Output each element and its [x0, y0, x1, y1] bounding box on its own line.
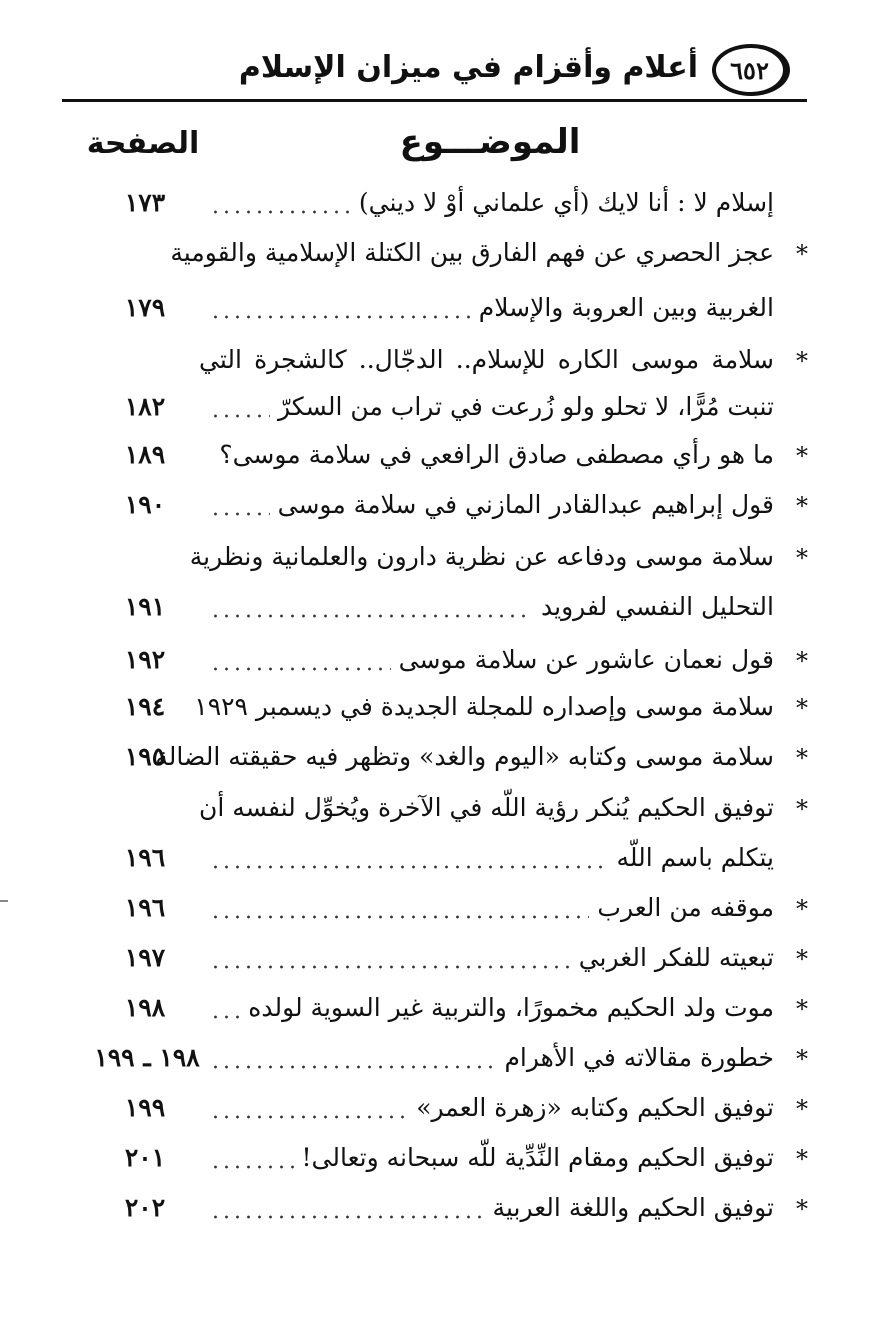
- entry-text: توفيق الحكيم يُنكر رؤية اللّه في الآخرة ويُخوِّل لنفسه أن: [199, 793, 774, 822]
- entry-page-number: ١٩٠: [124, 490, 166, 519]
- dot-leader: [210, 462, 211, 466]
- entry-bullet: *: [796, 240, 808, 268]
- dot-leader: [210, 965, 571, 969]
- entry-page-number: ١٩٨ ـ ١٩٩: [94, 1043, 200, 1072]
- entry-bullet: *: [796, 995, 808, 1023]
- entry-page-number: ١٧٣: [124, 188, 166, 217]
- running-title: أعلام وأقزام في ميزان الإسلام: [238, 50, 698, 85]
- dot-leader: [210, 667, 391, 671]
- entry-bullet: *: [796, 442, 808, 470]
- entry-page-number: ١٨٢: [124, 392, 166, 421]
- entry-text: عجز الحصري عن فهم الفارق بين الكتلة الإسلامية والقومية: [170, 238, 774, 267]
- scan-edge-mark: [0, 900, 8, 902]
- entry-bullet: *: [796, 895, 808, 923]
- entry-text: موقفه من العرب: [597, 893, 774, 922]
- dot-leader: [210, 1015, 240, 1019]
- column-title-subject: الموضـــوع: [399, 122, 581, 162]
- entry-bullet: *: [796, 1195, 808, 1223]
- entry-text: توفيق الحكيم واللغة العربية: [492, 1193, 774, 1222]
- entry-bullet: *: [796, 795, 808, 823]
- entry-page-number: ٢٠٢: [124, 1193, 166, 1222]
- entry-page-number: ١٨٩: [124, 440, 166, 469]
- entry-text: خطورة مقالاته في الأهرام: [504, 1043, 774, 1072]
- entry-page-number: ١٩٤: [124, 692, 166, 721]
- entry-text: تبعيته للفكر الغربي: [578, 943, 774, 972]
- entry-bullet: *: [796, 945, 808, 973]
- dot-leader: [210, 315, 471, 319]
- entry-text: سلامة موسى وإصداره للمجلة الجديدة في ديسمبر ١٩٢٩: [194, 692, 774, 721]
- dot-leader: [210, 512, 270, 516]
- entry-text: التحليل النفسي لفرويد: [541, 592, 774, 621]
- entry-page-number: ١٩٥: [124, 742, 166, 771]
- entry-text: إسلام لا : أنا لايك (أي علماني أوْ لا ديني): [358, 188, 774, 217]
- entry-text: يتكلم باسم اللّه: [616, 843, 774, 872]
- entry-bullet: *: [796, 694, 808, 722]
- entry-page-number: ٢٠١: [124, 1143, 166, 1172]
- header-rule: [62, 99, 807, 102]
- entry-text: موت ولد الحكيم مخمورًا، والتربية غير السوية لولده: [248, 993, 774, 1022]
- entry-text: قول إبراهيم عبدالقادر المازني في سلامة موسى: [277, 490, 774, 519]
- dot-leader: [210, 865, 608, 869]
- dot-leader: [210, 1215, 485, 1219]
- entry-page-number: ١٩٩: [124, 1093, 166, 1122]
- entry-page-number: ١٩٦: [124, 893, 166, 922]
- entry-bullet: *: [796, 647, 808, 675]
- entry-text: توفيق الحكيم ومقام النِّدِّية للّه سبحانه وتعالى!: [301, 1143, 774, 1172]
- entry-page-number: ١٩٨: [124, 993, 166, 1022]
- entry-text: قول نعمان عاشور عن سلامة موسى: [398, 645, 774, 674]
- dot-leader: [210, 614, 533, 618]
- entry-page-number: ١٩٧: [124, 943, 166, 972]
- entry-text: الغربية وبين العروبة والإسلام: [478, 293, 774, 322]
- entry-bullet: *: [796, 544, 808, 572]
- dot-leader: [210, 1165, 294, 1169]
- dot-leader: [210, 1065, 496, 1069]
- entry-bullet: *: [796, 1095, 808, 1123]
- entry-text: ما هو رأي مصطفى صادق الرافعي في سلامة موسى؟: [219, 440, 774, 469]
- dot-leader: [210, 1115, 408, 1119]
- dot-leader: [210, 915, 589, 919]
- entry-text: سلامة موسى وكتابه «اليوم والغد» وتظهر فيه حقيقته الضالة: [155, 742, 774, 771]
- entry-text: توفيق الحكيم وكتابه «زهرة العمر»: [416, 1093, 774, 1122]
- entry-bullet: *: [796, 1045, 808, 1073]
- entry-bullet: *: [796, 347, 808, 375]
- page-number-badge: ٦٥٢: [712, 44, 790, 96]
- column-title-page: الصفحة: [86, 126, 200, 161]
- entry-bullet: *: [796, 1145, 808, 1173]
- dot-leader: [210, 210, 351, 214]
- entry-text: سلامة موسى ودفاعه عن نظرية دارون والعلمانية ونظرية: [189, 542, 774, 571]
- dot-leader: [210, 414, 270, 418]
- entry-text: سلامة موسى الكاره للإسلام.. الدجّال.. كالشجرة التي: [199, 345, 774, 374]
- entry-page-number: ١٩٢: [124, 645, 166, 674]
- entry-bullet: *: [796, 492, 808, 520]
- entry-page-number: ١٧٩: [124, 293, 166, 322]
- entry-page-number: ١٩١: [124, 592, 166, 621]
- entry-page-number: ١٩٦: [124, 843, 166, 872]
- entry-text: تنبت مُرًّا، لا تحلو ولو زُرعت في تراب من السكرّ: [278, 392, 774, 421]
- entry-bullet: *: [796, 744, 808, 772]
